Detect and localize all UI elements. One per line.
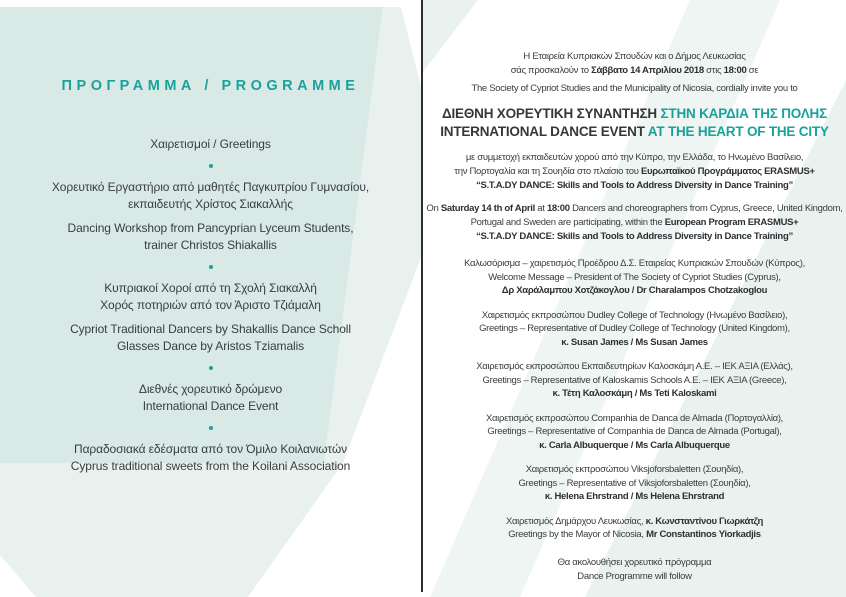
text-line <box>558 570 712 584</box>
text-run: Χαιρετισμός εκπροσώπου Viksjoforsbaletten (Σουηδία), <box>525 464 744 475</box>
text-run: Glasses Dance by Aristos Tziamalis <box>116 339 305 353</box>
bullet-dot-icon <box>209 366 213 370</box>
left-page <box>0 0 421 597</box>
speaker-block <box>464 360 805 401</box>
speaker-block <box>464 515 805 542</box>
text-run: “S.T.A.DY DANCE: Skills and Tools to Address Diversity in Dance Training” <box>476 231 793 242</box>
text-line <box>52 458 369 475</box>
text-line <box>464 336 805 350</box>
bullet-separator <box>52 366 369 370</box>
right-page <box>423 0 846 597</box>
programme-item <box>52 179 369 254</box>
programme-item <box>52 381 369 415</box>
text-run: κ. Κωνσταντίνου Γιωρκάτζη <box>645 515 764 527</box>
text-line <box>52 441 369 458</box>
text-run: εκπαιδευτής Χρίστος Σιακαλλής <box>128 197 293 211</box>
text-line <box>464 271 805 285</box>
text-run: Dancing Workshop from Pancyprian Lyceum Students, <box>67 221 354 235</box>
bullet-separator <box>52 426 369 430</box>
bullet-dot-icon <box>209 265 213 269</box>
text-line <box>52 220 369 237</box>
text-run: Η Εταιρεία Κυπριακών Σπουδών και ο Δήμος Λευκωσίας <box>523 51 746 62</box>
text-run: Dancers and choreographers from Cyprus, Greece, United Kingdom, <box>569 203 843 214</box>
text-run: Greetings – Representative of Viksjoforsbaletten (Σουηδία), <box>518 477 751 489</box>
text-line <box>464 477 805 491</box>
programme-item-greek <box>52 381 369 398</box>
text-run: με συμμετοχή εκπαιδευτών χορού από την Κύπρο, την Ελλάδα, το Ηνωμένο Βασίλειο, <box>465 152 804 163</box>
text-line <box>426 216 842 230</box>
programme-item-list <box>52 136 369 475</box>
text-run: European Program ERASMUS+ <box>664 217 799 228</box>
text-run: Παραδοσιακά εδέσματα από τον Όμιλο Κοιλανιωτών <box>74 442 347 456</box>
speaker-block <box>464 463 805 504</box>
text-run: Ευρωπαϊκού Προγράμματος ERASMUS+ <box>640 166 815 177</box>
text-run: σε <box>746 65 759 76</box>
text-run: Dance Programme will follow <box>577 570 692 582</box>
text-run: Χορευτικό Εργαστήριο από μαθητές Παγκυπρίου Γυμνασίου, <box>51 180 370 194</box>
text-run: AT THE HEART OF THE CITY <box>647 123 829 139</box>
text-line <box>464 322 805 336</box>
programme-item-greek <box>52 441 369 458</box>
text-run: κ. Τέτη Καλοσκάμη / Ms Teti Kaloskami <box>552 388 717 399</box>
text-line <box>464 309 805 323</box>
text-run: International Dance Event <box>142 399 279 413</box>
text-line <box>464 463 805 477</box>
text-line <box>464 515 805 529</box>
text-line <box>464 412 805 426</box>
text-line <box>52 321 369 338</box>
text-run: σάς προσκαλούν το <box>510 65 592 76</box>
text-line <box>464 439 805 453</box>
text-run: κ. Susan James / Ms Susan James <box>561 336 708 348</box>
text-run: “S.T.A.DY DANCE: Skills and Tools to Address Diversity in Dance Training” <box>476 180 793 191</box>
text-run: trainer Christos Shiakallis <box>144 238 277 252</box>
erasmus-paragraph-english <box>426 202 842 244</box>
text-run: ΣΤΗΝ ΚΑΡΔΙΑ ΤΗΣ ΠΟΛΗΣ <box>660 106 827 121</box>
text-run: The Society of Cypriot Studies and the Municipality of Nicosia, cordially invite you to <box>471 83 798 94</box>
text-run: Saturday 14 th of April <box>440 203 535 214</box>
text-line <box>454 151 814 165</box>
bullet-dot-icon <box>209 426 213 430</box>
speakers-list <box>464 257 805 553</box>
text-run: Cypriot Traditional Dancers by Shakallis Dance Scholl <box>70 322 351 336</box>
programme-item-english <box>52 458 369 475</box>
text-run: Greetings by the Mayor of Nicosia, <box>508 529 647 540</box>
speaker-block <box>464 257 805 298</box>
text-run: INTERNATIONAL DANCE EVENT <box>440 123 648 139</box>
text-run: κ. Helena Ehrstrand / Ms Helena Ehrstrand <box>544 491 725 502</box>
text-line <box>471 64 797 78</box>
text-line <box>558 556 712 570</box>
programme-item-greek <box>52 179 369 213</box>
text-line <box>52 381 369 398</box>
speaker-block <box>464 309 805 350</box>
text-line <box>52 338 369 355</box>
programme-heading: ΠΡΟΓΡΑΜΜΑ / PROGRAMME <box>61 78 360 94</box>
text-run: Greetings – Representative of Dudley College of Technology (United Kingdom), <box>479 323 790 334</box>
text-line <box>464 257 805 271</box>
text-run: Χαιρετισμός εκπροσώπου Companhia de Danca de Almada (Πορτογαλλία), <box>485 412 784 424</box>
text-line <box>440 123 829 141</box>
text-run: Χαιρετισμός εκπροσώπου Dudley College of Technology (Ηνωμένο Βασίλειο), <box>481 309 788 321</box>
text-line <box>464 374 805 388</box>
text-run: Θα ακολουθήσει χορευτικό πρόγραμμα <box>557 556 712 568</box>
text-run: 18:00 <box>723 65 747 76</box>
text-line <box>464 387 805 401</box>
text-run: On <box>426 203 441 214</box>
text-line <box>464 528 805 542</box>
text-run: Greetings – Representative of Kaloskamis Schools A.E. – IEK ΑΞΙΑ (Greece), <box>482 374 787 386</box>
programme-item <box>52 441 369 475</box>
programme-item-greek <box>52 280 369 314</box>
text-run: Δρ Χαράλαμπου Χοτζάκογλου / Dr Charalampos Chotzakoglou <box>501 285 768 296</box>
speaker-block <box>464 412 805 453</box>
text-run: κ. Carla Albuquerque / Ms Carla Albuquerque <box>539 439 730 451</box>
text-run: 18:00 <box>546 203 570 214</box>
text-run: Σάββατο 14 Απριλίου 2018 <box>591 65 704 76</box>
text-line <box>52 179 369 196</box>
bullet-separator <box>52 265 369 269</box>
text-run: Καλωσόρισμα – χαιρετισμός Προέδρου Δ.Σ. Εταιρείας Κυπριακών Σπουδών (Κύπρος), <box>464 258 805 269</box>
invitation-intro <box>471 50 797 96</box>
text-line <box>464 284 805 298</box>
text-run: Mr Constantinos Yiorkadjis <box>646 529 761 540</box>
bullet-separator <box>52 164 369 168</box>
programme-item-english <box>52 321 369 355</box>
erasmus-paragraph-greek <box>454 151 814 193</box>
text-line <box>440 105 829 123</box>
programme-item-english <box>52 220 369 254</box>
text-run: Greetings – Representative of Companhia de Danca de Almada (Portugal), <box>487 426 782 437</box>
text-line <box>426 230 842 244</box>
text-line <box>426 202 842 216</box>
text-line <box>464 425 805 439</box>
text-line <box>454 179 814 193</box>
text-line <box>52 280 369 297</box>
text-run: την Πορτογαλία και τη Σουηδία στο πλαίσιο του <box>454 166 641 177</box>
text-run: Portugal and Sweden are participating, within the <box>470 217 665 228</box>
programme-item-english <box>52 398 369 415</box>
text-run: Welcome Message – President of The Society of Cypriot Studies (Cyprus), <box>488 271 781 283</box>
text-run: Διεθνές χορευτικό δρώμενο <box>138 382 283 396</box>
text-line <box>464 360 805 374</box>
text-line <box>471 50 797 64</box>
text-run: Χαιρετισμός Δημάρχου Λευκωσίας, <box>505 515 646 527</box>
text-line <box>52 196 369 213</box>
programme-item <box>52 136 369 153</box>
text-line <box>52 136 369 153</box>
text-line <box>454 165 814 179</box>
text-run: ΔΙΕΘΝΗ ΧΟΡΕΥΤΙΚΗ ΣΥΝΑΝΤΗΣΗ <box>442 106 661 121</box>
text-line <box>471 82 797 96</box>
text-run: at <box>534 203 547 214</box>
text-line <box>52 237 369 254</box>
text-line <box>52 398 369 415</box>
text-run: στις <box>703 65 724 76</box>
event-title <box>440 105 829 140</box>
text-run: Χαιρετισμός εκπροσώπου Εκπαιδευτηρίων Καλοσκάμη Α.Ε. – ΙΕΚ ΑΞΙΑ (Ελλάς), <box>476 361 793 372</box>
programme-item <box>52 280 369 355</box>
text-run: Χαιρετισμοί / Greetings <box>150 137 271 151</box>
text-run: Κυπριακοί Χοροί από τη Σχολή Σιακαλλή <box>104 281 317 295</box>
text-run: Cyprus traditional sweets from the Koilani Association <box>70 459 351 473</box>
bullet-dot-icon <box>209 164 213 168</box>
programme-item-greek <box>52 136 369 153</box>
text-line <box>464 490 805 504</box>
text-line <box>52 297 369 314</box>
text-run: Χορός ποτηριών από τον Άριστο Τζιάμαλη <box>100 298 321 312</box>
closing-note <box>558 556 712 584</box>
